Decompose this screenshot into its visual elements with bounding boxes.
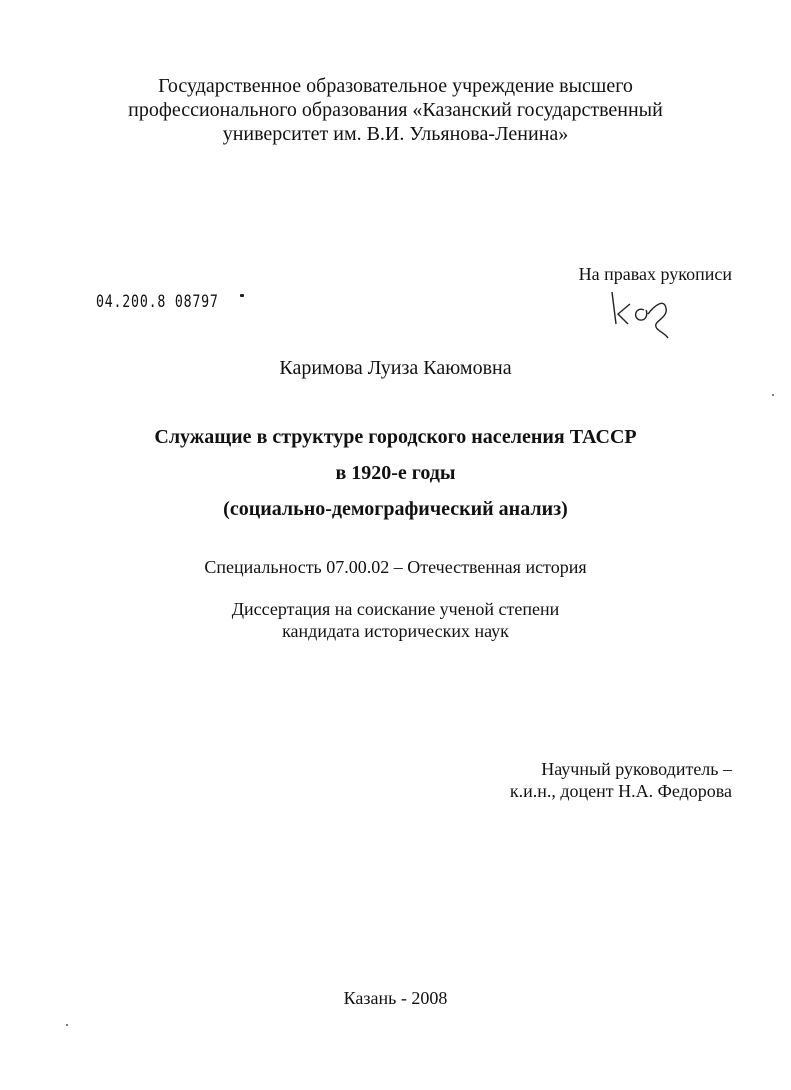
stamp-mark	[240, 294, 244, 297]
handwritten-signature	[600, 284, 680, 344]
institution-line-1: Государственное образовательное учреждение высшего	[158, 75, 633, 97]
author-name: Каримова Луиза Каюмовна	[279, 357, 512, 379]
thesis-title-line-3: (социально-демографический анализ)	[223, 498, 568, 520]
archive-number-stamp: 04.200.8 08797	[96, 292, 219, 312]
institution-line-2: профессионального образования «Казанский государственный	[128, 99, 663, 121]
dissertation-line-1: Диссертация на соискание ученой степени	[231, 599, 560, 619]
manuscript-rights-note: На правах рукописи	[578, 264, 732, 284]
thesis-title-line-1: Служащие в структуре городского населения ТАССР	[154, 426, 637, 448]
scan-speck	[772, 394, 774, 396]
scan-speck	[66, 1024, 68, 1026]
advisor-role: Научный руководитель –	[541, 759, 732, 779]
thesis-title-line-2: в 1920-е годы	[335, 462, 456, 484]
advisor-name: к.и.н., доцент Н.А. Федорова	[509, 781, 732, 801]
city-year: Казань - 2008	[343, 988, 448, 1008]
institution-line-3: университет им. В.И. Ульянова-Ленина»	[222, 123, 569, 145]
dissertation-line-2: кандидата исторических наук	[282, 621, 509, 641]
specialty-line: Специальность 07.00.02 – Отечественная история	[204, 557, 587, 577]
